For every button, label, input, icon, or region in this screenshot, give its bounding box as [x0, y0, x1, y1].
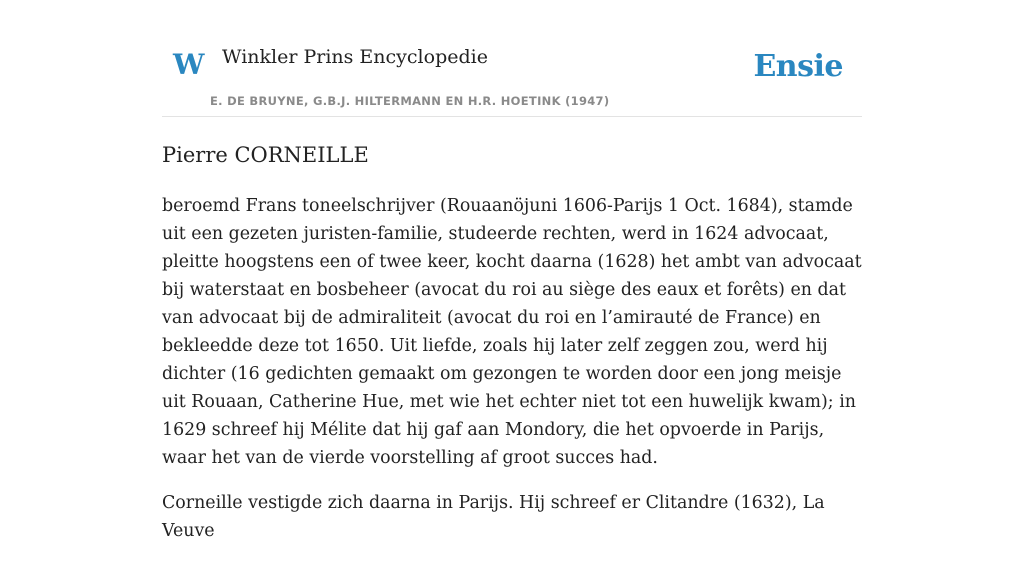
article-paragraph: beroemd Frans toneelschrijver (Rouaanöjuni 1606-Parijs 1 Oct. 1684), stamde uit een gezeten juristen-familie, studeerde rechten, werd in 1624 advocaat, pleitte hoogstens een of twee keer, kocht daarna (1628) het ambt van advocaat bij waterstaat en bosbeheer (avocat du roi au siège des eaux et forêts) en dat van advocaat bij de admiraliteit (avocat du roi en l’amirauté de France) en bekleedde deze tot 1650. Uit liefde, zoals hij later zelf zeggen zou, werd hij dichter (16 gedichten gemaakt om gezongen te worden door een jong meisje uit Rouaan, Catherine Hue, met wie het echter niet tot een huwelijk kwam); in 1629 schreef hij Mélite dat hij gaf aan Mondory, die het opvoerde in Parijs, waar het van de vierde voorstelling af groot succes had.	[162, 196, 862, 468]
logo-w-icon[interactable]: W	[173, 48, 205, 81]
publication-authors: E. DE BRUYNE, G.B.J. HILTERMANN EN H.R. HOETINK (1947)	[210, 94, 610, 108]
publication-title[interactable]: Winkler Prins Encyclopedie	[222, 46, 488, 68]
article-body	[162, 192, 866, 562]
ensie-logo[interactable]: Ensie	[753, 49, 843, 84]
site-header	[162, 0, 862, 117]
article-paragraph: Corneille vestigde zich daarna in Parijs. Hij schreef er Clitandre (1632), La Veuve	[162, 493, 825, 541]
article-title: Pierre CORNEILLE	[162, 143, 369, 167]
